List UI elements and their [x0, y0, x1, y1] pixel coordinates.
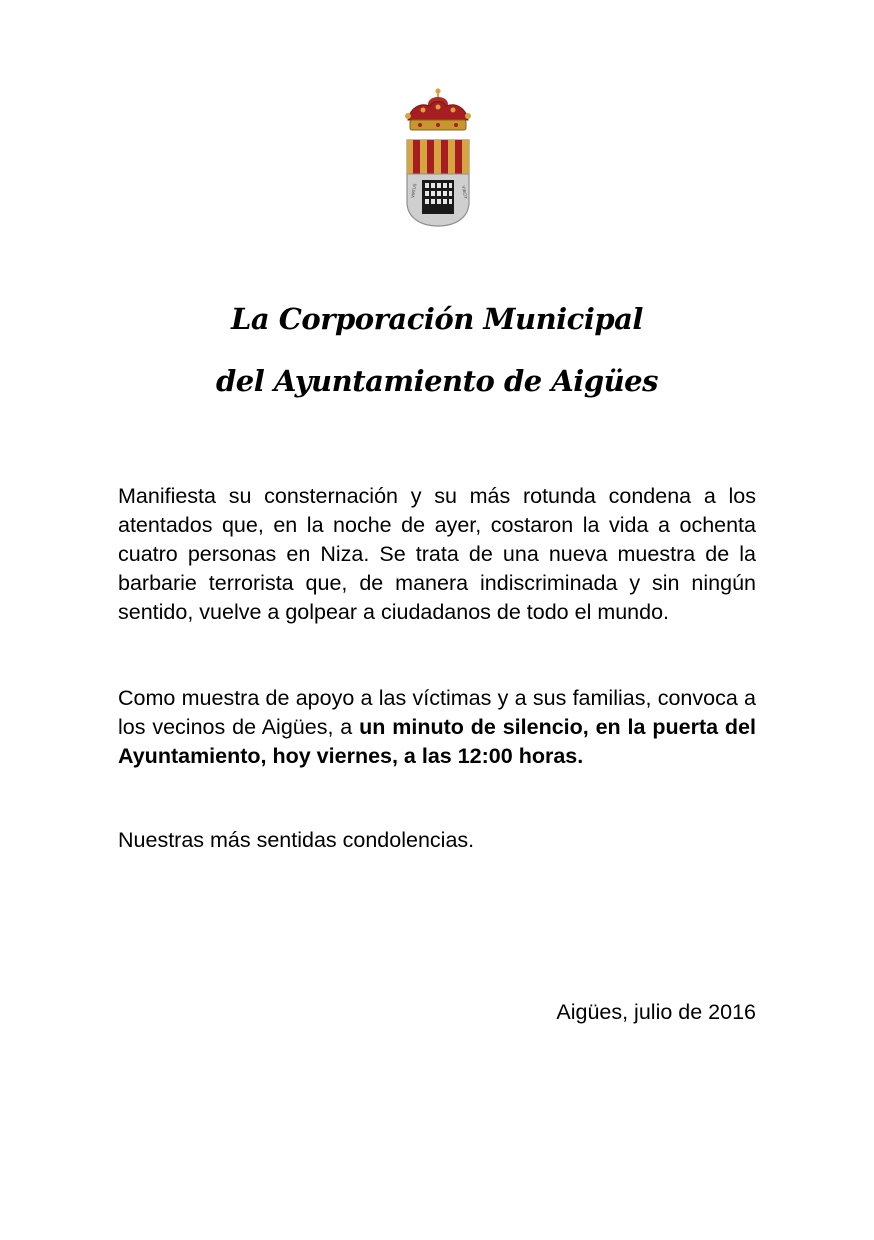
- paragraph-condolences: Nuestras más sentidas condolencias.: [118, 828, 475, 852]
- place-and-date: Aigües, julio de 2016: [556, 1000, 756, 1024]
- shield-icon: [407, 140, 469, 226]
- heading-line-2: del Ayuntamiento de Aigües: [216, 364, 658, 398]
- heading-line-1: La Corporación Municipal: [231, 302, 643, 336]
- paragraph-condemnation: Manifiesta su consternación y su más rotunda condena a los atentados que, en la noche de ayer, costaron la vida a ochenta cuatro personas en Niza. Se trata de una nueva muestra de la barbarie terrorista que, de manera indiscriminada y sin ningún sentido, vuelve a golpear a ciudadanos de todo el mundo.: [118, 484, 756, 624]
- svg-text:VINCIT: VINCIT: [461, 185, 469, 200]
- municipal-coat-of-arms: [400, 86, 476, 230]
- paragraph-minute-of-silence-emphasis: un minuto de silencio, en la puerta del Ayuntamiento, hoy viernes, a las 12:00 horas.: [118, 715, 756, 768]
- paragraph-minute-of-silence-text: Como muestra de apoyo a las víctimas y a sus familias, convoca a los vecinos de Aigües, a: [118, 686, 756, 739]
- crown-icon: [405, 88, 471, 130]
- paragraph-minute-of-silence: [118, 684, 756, 771]
- svg-text:VIRTUS: VIRTUS: [410, 183, 418, 199]
